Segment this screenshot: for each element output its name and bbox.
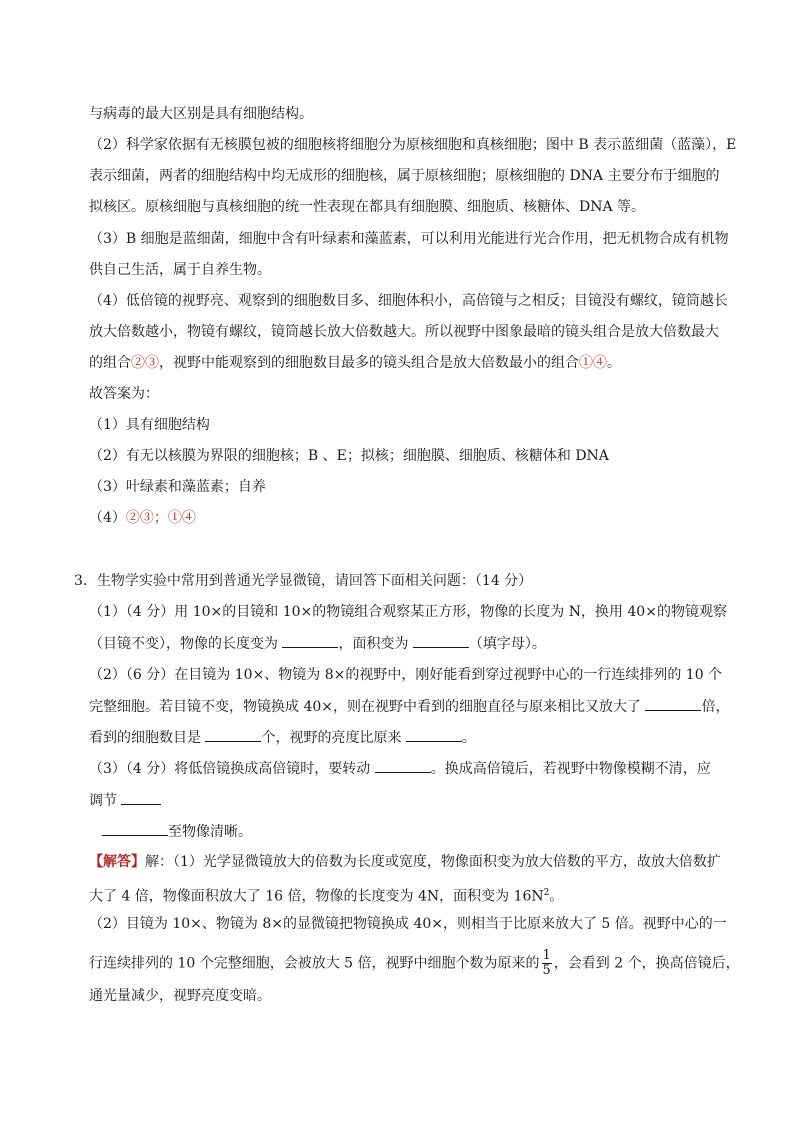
text-fragment: ，视野中能观察到的细胞数目最多的镜头组合是放大倍数最小的组合 bbox=[159, 355, 579, 371]
text-fragment: （3）（4 分）将低倍镜换成高倍镜时，要转动 bbox=[89, 761, 375, 777]
text-line: （3）B 细胞是蓝细菌，细胞中含有叶绿素和藻蓝素，可以利用光能进行光合作用，把无机物合成有机物 bbox=[89, 231, 729, 247]
question-3-title: 3．生物学实验中常用到普通光学显微镜，请回答下面相关问题：（14 分） bbox=[74, 573, 533, 589]
text-fragment: 解：（1）光学显微镜放大的倍数为长度或宽度，物像面积变为放大倍数的平方，故放大倍数扩 bbox=[145, 854, 721, 870]
text-fragment: 。 bbox=[461, 730, 476, 746]
text-fragment: 行连续排列的 10 个完整细胞，会被放大 5 倍，视野中细胞个数为原来的 bbox=[89, 955, 540, 972]
answer-1: （1）具有细胞结构 bbox=[89, 417, 210, 433]
text-fragment: 至物像清晰。 bbox=[168, 824, 252, 840]
answer-2: （2）有无以核膜为界限的细胞核；B 、E；拟核；细胞膜、细胞质、核糖体和 DNA bbox=[89, 448, 609, 464]
answer-blank[interactable] bbox=[406, 727, 462, 742]
question-3-part-3 bbox=[89, 758, 794, 779]
text-line: 拟核区。原核细胞与真核细胞的统一性表现在都具有细胞膜、细胞质、核糖体、DNA 等。 bbox=[89, 199, 646, 215]
question-3-part-2-cont bbox=[89, 727, 794, 748]
solution-line: 通光量减少，视野亮度变暗。 bbox=[89, 988, 271, 1004]
fraction-numerator: 1 bbox=[542, 948, 551, 963]
text-line: 表示细菌，两者的细胞结构中均无成形的细胞核，属于原核细胞；原核细胞的 DNA 主要分布于细胞的 bbox=[89, 168, 720, 184]
text-fragment: （目镜不变），物像的长度变为 bbox=[89, 636, 283, 652]
text-fragment: 完整细胞。若目镜不变，物镜换成 40×，则在视野中看到的细胞直径与原来相比又放大了 bbox=[89, 699, 646, 715]
answer-blank[interactable] bbox=[375, 758, 431, 773]
solution-line bbox=[89, 883, 794, 907]
text-fragment: ，会看到 2 个，换高倍镜后， bbox=[553, 955, 740, 972]
text-fragment: 的组合 bbox=[89, 355, 131, 371]
text-fragment: 。换成高倍镜后，若视野中物像模糊不清，应 bbox=[430, 761, 711, 777]
question-3-part-2-cont bbox=[89, 696, 794, 717]
fraction-denominator: 5 bbox=[542, 963, 551, 978]
text-line: （4）低倍镜的视野亮、观察到的细胞数目多、细胞体积小，高倍镜与之相反；目镜没有螺纹，镜筒越长 bbox=[89, 293, 728, 309]
superscript: 2 bbox=[543, 888, 550, 898]
lens-combo-highlight: ②③ bbox=[125, 510, 154, 526]
text-fragment: 。 bbox=[607, 355, 621, 371]
text-fragment: （4） bbox=[89, 510, 126, 526]
lens-combo-highlight: ①④ bbox=[167, 510, 196, 526]
question-3-part-1: （1）（4 分）用 10×的目镜和 10×的物镜组合观察某正方形，物像的长度为 N，换用 40×的物镜观察 bbox=[89, 604, 727, 620]
text-fragment: （填字母）。 bbox=[468, 636, 546, 652]
lens-combo-highlight: ②③ bbox=[131, 355, 159, 371]
answer-4 bbox=[89, 508, 794, 528]
answer-3: （3）叶绿素和藻蓝素；自养 bbox=[89, 479, 266, 495]
answer-blank[interactable] bbox=[413, 633, 469, 648]
answer-blank[interactable] bbox=[121, 790, 161, 805]
answer-blank[interactable] bbox=[205, 727, 261, 742]
text-fragment: 倍， bbox=[701, 699, 730, 715]
fraction bbox=[542, 949, 552, 978]
solution-line bbox=[89, 852, 794, 872]
text-line: 与病毒的最大区别是具有细胞结构。 bbox=[89, 106, 313, 122]
answer-blank[interactable] bbox=[282, 633, 338, 648]
answer-blank[interactable] bbox=[645, 696, 701, 711]
answer-blank[interactable] bbox=[102, 821, 168, 836]
solution-line bbox=[89, 949, 794, 978]
text-line: （2）科学家依据有无核膜包被的细胞核将细胞分为原核细胞和真核细胞；图中 B 表示蓝细菌（蓝藻），E bbox=[89, 137, 737, 153]
text-fragment: 。 bbox=[549, 888, 564, 905]
answers-heading: 故答案为： bbox=[89, 386, 159, 402]
text-line-combination bbox=[89, 353, 794, 373]
solution-line: （2）目镜为 10×、物镜为 8×的显微镜把物镜换成 40×，则相当于比原来放大了 5 倍。视野中心的一 bbox=[89, 916, 727, 932]
text-line: 供自己生活，属于自养生物。 bbox=[89, 262, 271, 278]
lens-combo-highlight: ①④ bbox=[579, 355, 607, 371]
solution-label: 【解答】 bbox=[89, 854, 145, 870]
text-fragment: 个，视野的亮度比原来 bbox=[261, 730, 406, 746]
text-fragment: 大了 4 倍，物像面积放大了 16 倍，物像的长度变为 4N，面积变为 16N bbox=[89, 888, 544, 905]
text-fragment: 调节 bbox=[89, 793, 122, 809]
text-fragment: ； bbox=[153, 510, 168, 526]
question-3-part-3-cont bbox=[89, 790, 794, 811]
question-3-part-2: （2）（6 分）在目镜为 10×、物镜为 8×的视野中，刚好能看到穿过视野中心的一行连续排列的 10 个 bbox=[89, 667, 723, 683]
question-3-part-3-cont bbox=[102, 821, 794, 842]
text-fragment: 看到的细胞数目是 bbox=[89, 730, 206, 746]
text-line: 放大倍数越小，物镜有螺纹，镜筒越长放大倍数越大。所以视野中图象最暗的镜头组合是放大倍数最大 bbox=[89, 324, 719, 340]
text-fragment: ，面积变为 bbox=[338, 636, 413, 652]
question-3-part-1-cont bbox=[89, 633, 794, 654]
